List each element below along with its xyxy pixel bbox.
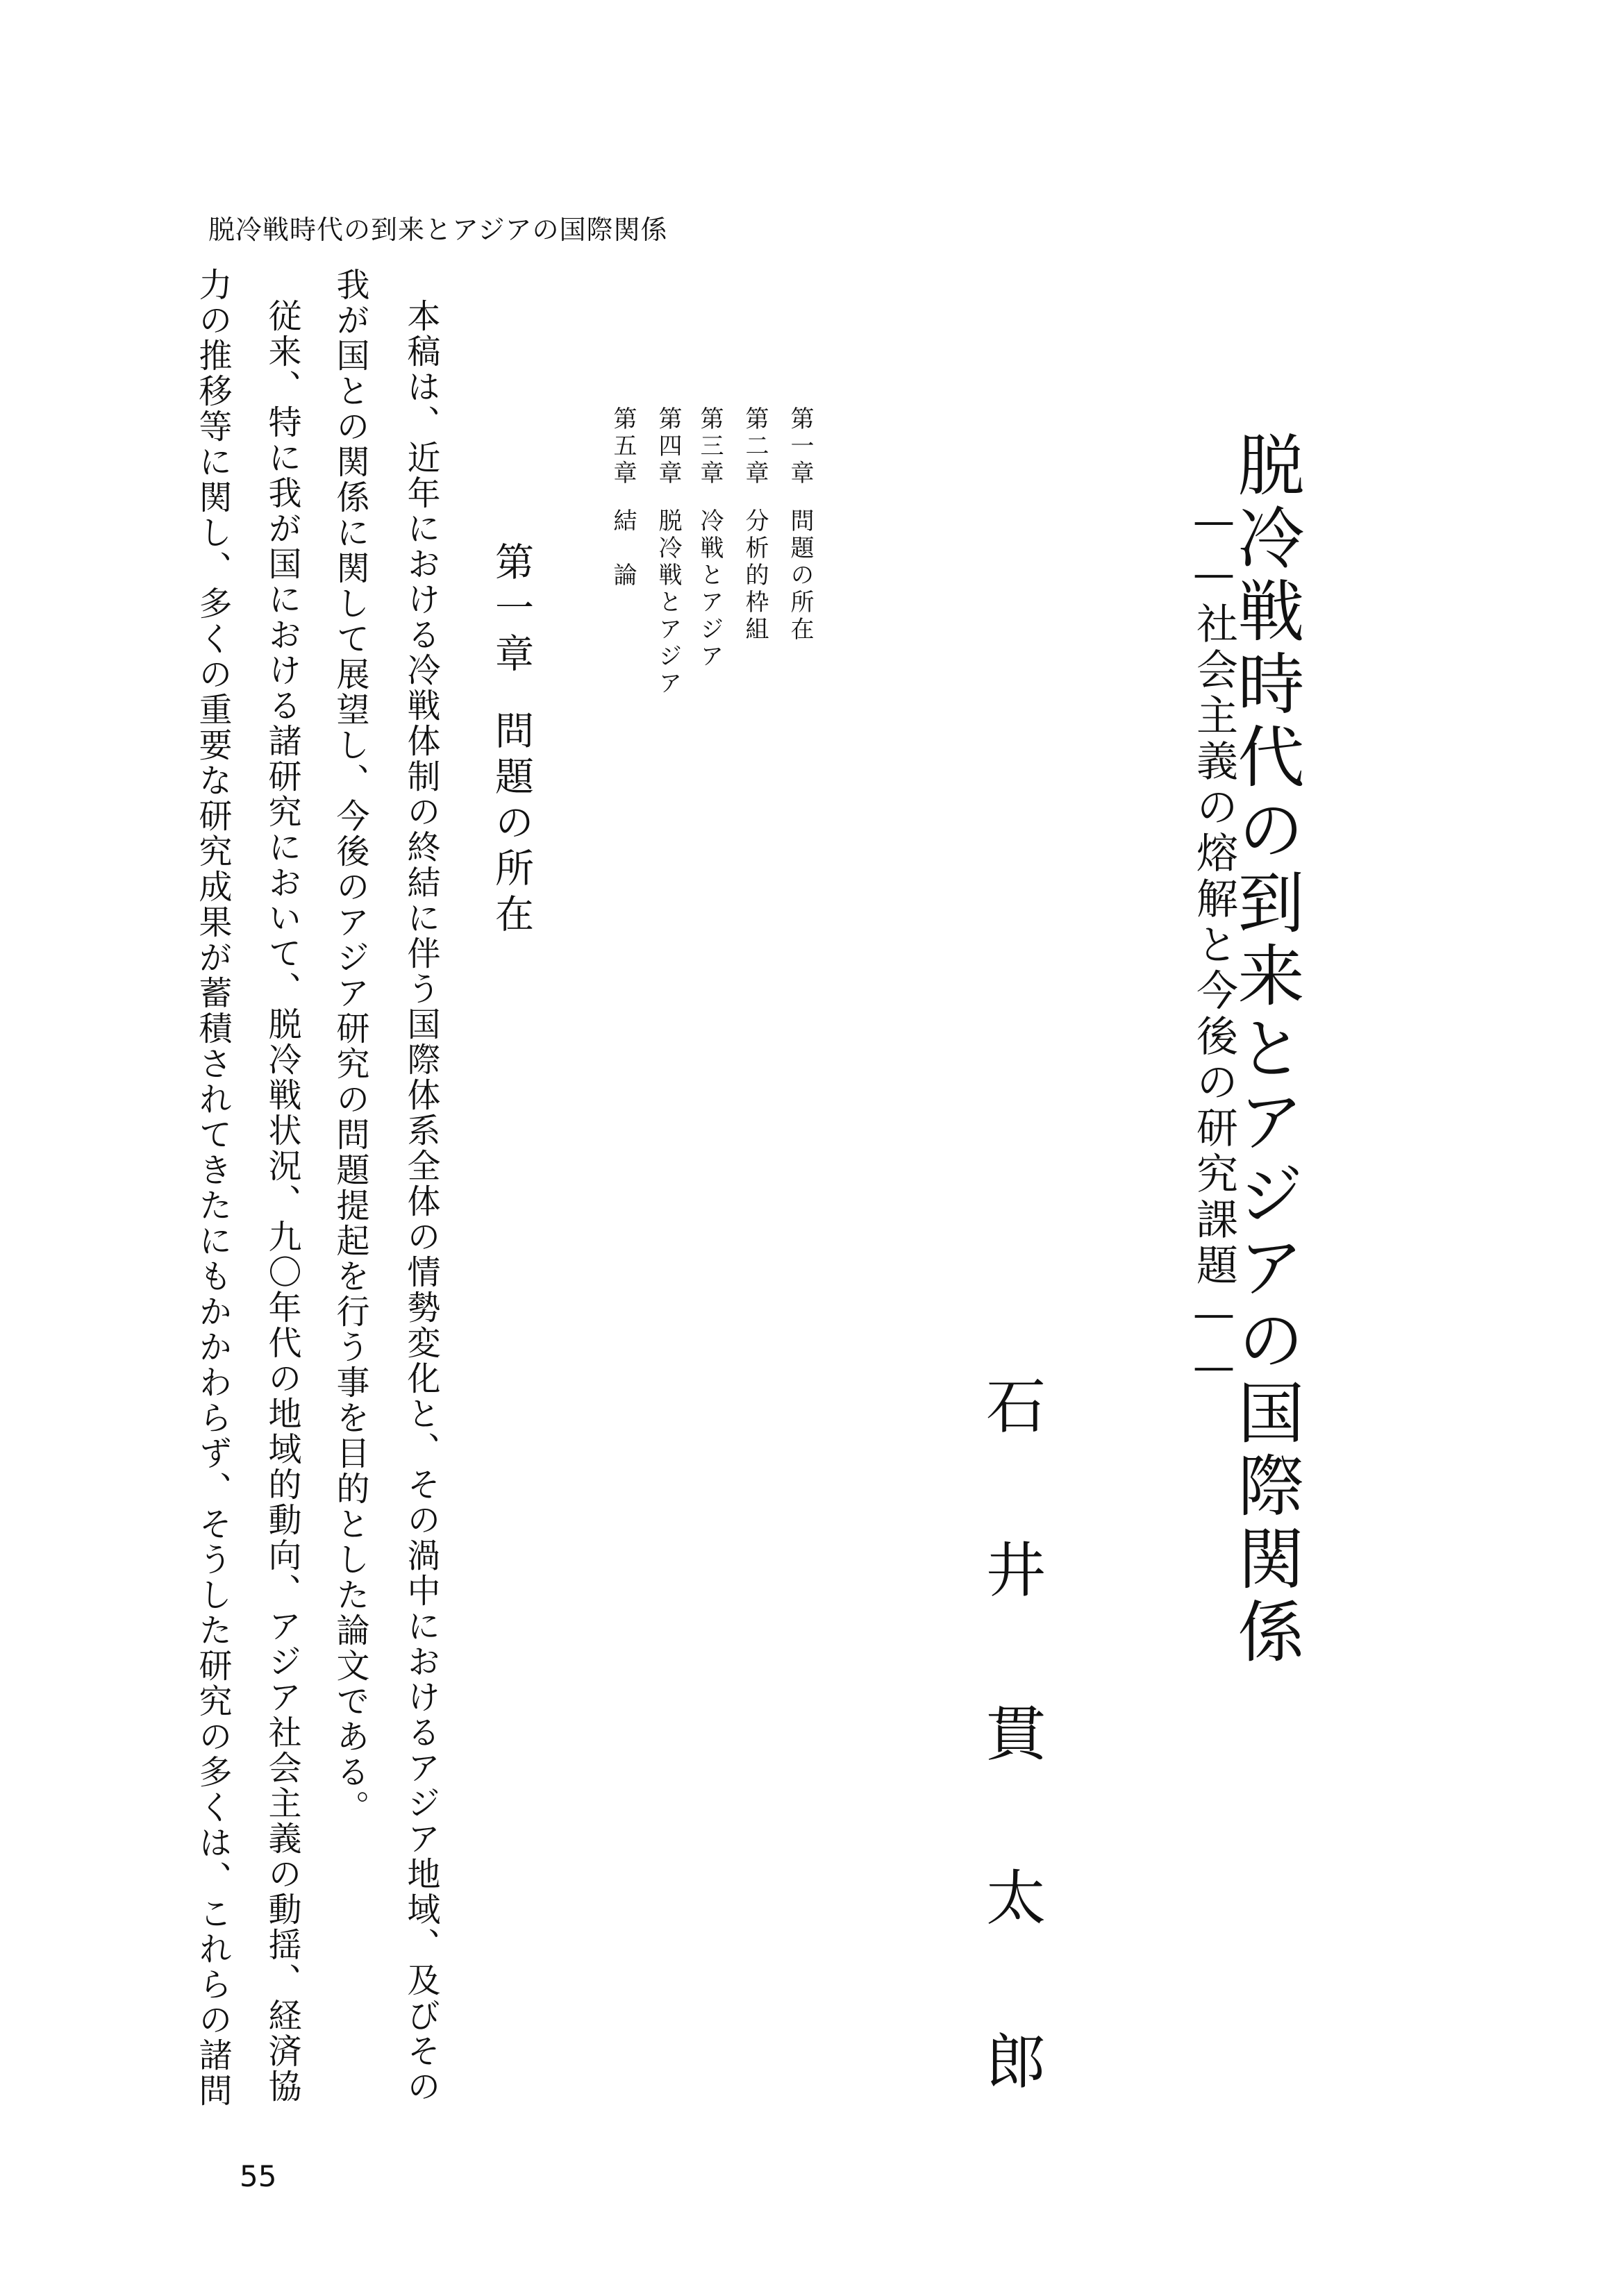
toc-item-5 (611, 406, 635, 589)
toc-chapter-label: 分析的枠組 (741, 508, 769, 644)
toc-chapter-number: 第三章 (696, 406, 724, 487)
article-subtitle: ——社会主義の熔解と今後の研究課題—— (1190, 496, 1238, 1395)
toc-item-3 (698, 406, 722, 671)
toc-chapter-label: 問題の所在 (786, 508, 814, 644)
article-title: 脱冷戦時代の到来とアジアの国際関係 (1227, 430, 1305, 1670)
page-number: 55 (240, 2159, 277, 2193)
chapter-title: 問題の所在 (489, 710, 534, 939)
body-line-1: 本稿は、近年における冷戦体制の終結に伴う国際体系全体の情勢変化と、その渦中におけるアジア地域、及びその (401, 299, 440, 2104)
toc-item-2 (743, 406, 767, 644)
toc-chapter-number: 第五章 (609, 406, 637, 487)
body-line-4: 力の推移等に関し、多くの重要な研究成果が蓄積されてきたにもかかわらず、そうした研究の多くは、これらの諸問 (193, 267, 232, 2109)
toc-item-4 (656, 406, 680, 698)
chapter-number: 第一章 (489, 542, 534, 679)
toc-chapter-label: 冷戦とアジア (696, 508, 724, 671)
running-header: 脱冷戦時代の到来とアジアの国際関係 (208, 215, 668, 245)
author-name: 石井貫太郎 (976, 1375, 1045, 2194)
toc-chapter-number: 第一章 (786, 406, 814, 487)
toc-item-1 (788, 406, 812, 644)
toc-chapter-label: 脱冷戦とアジア (654, 508, 682, 698)
toc-chapter-number: 第二章 (741, 406, 769, 487)
body-line-2: 我が国との関係に関して展望し、今後のアジア研究の問題提起を行う事を目的とした論文である。 (331, 267, 369, 1825)
toc-chapter-number: 第四章 (654, 406, 682, 487)
toc-chapter-label: 結 論 (609, 508, 637, 589)
chapter-heading (489, 542, 534, 939)
body-line-3: 従来、特に我が国における諸研究において、脱冷戦状況、九〇年代の地域的動向、アジア社会主義の動揺、経済協 (262, 299, 301, 2104)
